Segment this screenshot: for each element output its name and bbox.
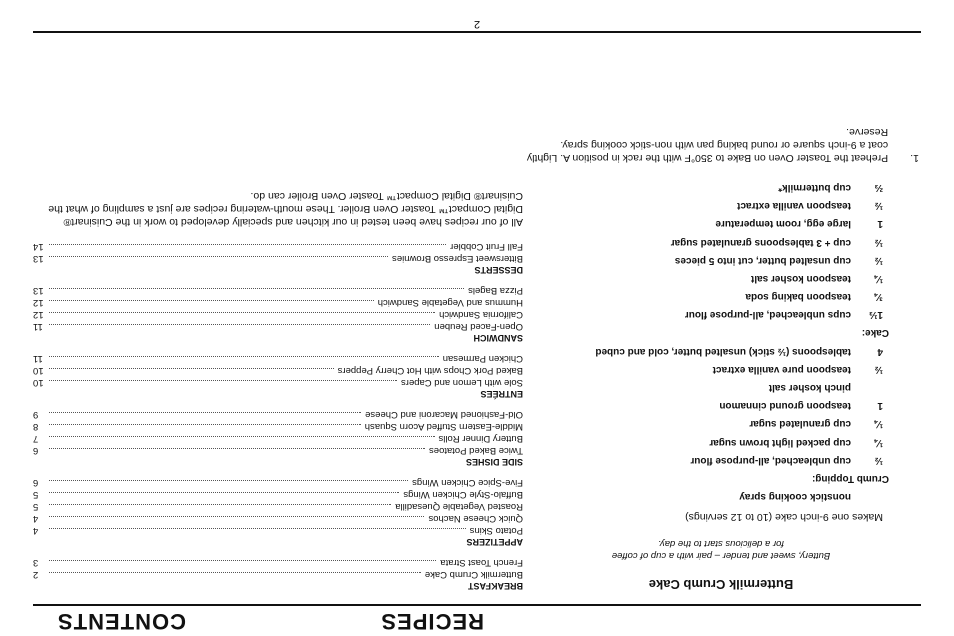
toc-entry xyxy=(33,432,523,444)
ingredient-text: teaspoon pure vanilla extract xyxy=(712,363,851,375)
ingredient-row xyxy=(521,414,883,432)
ingredient-qty: ½ xyxy=(874,236,883,248)
toc-dot-leader xyxy=(49,380,397,381)
toc-entry-page: 14 xyxy=(33,241,44,252)
toc-entry-title: French Toast Strata xyxy=(440,557,523,568)
toc-dot-leader xyxy=(49,324,430,325)
toc-dot-leader xyxy=(49,572,421,573)
toc-entry-page: 8 xyxy=(33,421,39,432)
cake-label: Cake: xyxy=(861,327,889,339)
ingredient-text: cups unbleached, all-purpose flour xyxy=(684,309,851,321)
toc-entry xyxy=(33,320,523,332)
toc-entry-page: 5 xyxy=(33,489,39,500)
toc-entry xyxy=(33,308,523,320)
ingredient-row xyxy=(521,378,883,396)
toc-entry xyxy=(33,568,523,580)
ingredient-text: cup granulated sugar xyxy=(749,418,851,430)
toc-entry-title: Baked Pork Chops with Hot Cherry Peppers xyxy=(337,365,523,376)
toc-entry-title: Quick Cheese Nachos xyxy=(428,513,523,524)
ingredient-row xyxy=(521,214,883,232)
ingredient-qty: ¼ xyxy=(874,272,883,284)
ingredient-text: cup unsalted butter, cut into 5 pieces xyxy=(674,254,851,266)
method-step xyxy=(521,125,921,164)
toc-entry-title: Five-Spice Chicken Wings xyxy=(412,477,523,488)
toc-dot-leader xyxy=(49,560,436,561)
toc-entry-title: Open-Faced Reuben xyxy=(434,321,523,332)
crumb-topping-label: Crumb Topping: xyxy=(811,472,889,484)
ingredient-qty: 1 xyxy=(877,218,883,230)
toc-dot-leader xyxy=(49,412,361,413)
ingredient-row xyxy=(521,451,883,469)
ingredient-row xyxy=(521,178,883,196)
toc-entry-page: 12 xyxy=(33,297,44,308)
toc-entry-page: 2 xyxy=(33,569,39,580)
toc-dot-leader xyxy=(49,448,425,449)
toc-category-heading: SIDE DISHES xyxy=(465,457,523,467)
crumb-topping-list xyxy=(521,341,883,468)
toc-entry-title: Twice Baked Potatoes xyxy=(429,445,523,456)
toc-dot-leader xyxy=(49,256,388,257)
toc-dot-leader xyxy=(49,244,446,245)
toc-dot-leader xyxy=(49,356,439,357)
toc-entry-title: Buttermilk Crumb Cake xyxy=(424,569,523,580)
toc-entry-title: Roasted Vegetable Quesadilla xyxy=(395,501,523,512)
toc-entry-title: Old-Fashioned Macaroni and Cheese xyxy=(365,409,523,420)
toc-entry-page: 11 xyxy=(33,321,43,332)
top-rule xyxy=(33,604,921,606)
toc-entry xyxy=(33,364,523,376)
toc-entry xyxy=(33,420,523,432)
toc-entry xyxy=(33,512,523,524)
recipe-yield: Makes one 9-inch cake (10 to 12 servings) xyxy=(685,511,883,523)
toc-entry-page: 4 xyxy=(33,525,39,536)
toc-entry-page: 11 xyxy=(33,353,43,364)
toc-entry xyxy=(33,500,523,512)
toc-category-heading: SANDWICH xyxy=(473,333,523,343)
toc-entry-page: 13 xyxy=(33,253,44,264)
recipe-tagline xyxy=(521,537,921,561)
ingredient-text: teaspoon ground cinnamon xyxy=(719,400,851,412)
toc-entry-page: 12 xyxy=(33,309,44,320)
toc-dot-leader xyxy=(49,516,424,517)
ingredient-qty: ¼ xyxy=(874,436,883,448)
toc-dot-leader xyxy=(49,288,464,289)
step-number: 1. xyxy=(910,151,919,164)
ingredient-row xyxy=(521,305,883,323)
toc-entry-page: 5 xyxy=(33,501,39,512)
toc-entry-title: Chicken Parmesan xyxy=(442,353,523,364)
toc-category-heading: BREAKFAST xyxy=(467,581,523,591)
toc-entry xyxy=(33,408,523,420)
ingredient-row xyxy=(521,341,883,359)
contents-heading: CONTENTS xyxy=(57,609,186,634)
ingredient-text: large egg, room temperature xyxy=(715,218,851,230)
recipe-title: Buttermilk Crumb Cake xyxy=(648,577,794,592)
ingredient-row xyxy=(521,287,883,305)
toc-entry xyxy=(33,296,523,308)
toc-entry xyxy=(33,556,523,568)
toc-entry-page: 13 xyxy=(33,285,44,296)
ingredient-qty: 1 xyxy=(877,400,883,412)
toc-entry xyxy=(33,476,523,488)
contents-intro: All of our recipes have been tested in our kitchen and specially developed to work in the Cuisinart® Digital Compact™ Toaster Oven Broiler. These mouth-watering recipes are just a sampling of what the Cuisinart® Digital Compact™ Toaster Oven Broiler can do. xyxy=(48,190,523,228)
ingredient-row xyxy=(521,251,883,269)
recipe-column xyxy=(521,125,921,592)
toc-category-heading: DESSERTS xyxy=(474,265,523,275)
toc-entry-title: Middle-Eastern Stuffed Acorn Squash xyxy=(364,421,523,432)
ingredient-row xyxy=(521,396,883,414)
toc-dot-leader xyxy=(49,312,435,313)
contents-column xyxy=(33,189,523,592)
toc-entry xyxy=(33,252,523,264)
tagline-line-1: Buttery, sweet and tender – pair with a cup of coffee xyxy=(611,550,831,561)
toc-entry-page: 6 xyxy=(33,477,39,488)
toc-entry-title: Pizza Bagels xyxy=(468,285,523,296)
toc-entry-page: 10 xyxy=(33,365,44,376)
ingredient-row xyxy=(521,196,883,214)
tagline-line-2: for a delicious start to the day. xyxy=(657,538,785,549)
ingredient-text: pinch kosher salt xyxy=(768,381,851,393)
step-text: Preheat the Toaster Oven on Bake to 350°F with the rack in position A. Lightly coat a 9-inch square or round baking pan with non-stick cooking spray. Reserve. xyxy=(526,125,889,164)
toc-entry-page: 9 xyxy=(33,409,39,420)
toc-entry-page: 10 xyxy=(33,377,44,388)
toc-entry xyxy=(33,240,523,252)
ingredient-qty: ½ xyxy=(874,454,883,466)
toc-entry-title: California Sandwich xyxy=(439,309,523,320)
toc-entry-title: Sole with Lemon and Capers xyxy=(401,377,523,388)
ingredient-qty: ¾ xyxy=(874,291,883,303)
ingredient-text: cup buttermilk* xyxy=(778,181,851,193)
ingredient-qty: ⅔ xyxy=(874,181,883,193)
toc-entry-title: Bittersweet Espresso Brownies xyxy=(392,253,523,264)
ingredient-row xyxy=(521,432,883,450)
recipes-heading: RECIPES xyxy=(380,609,484,634)
ingredient-list xyxy=(521,178,889,505)
ingredient-qty: 4 xyxy=(877,345,883,357)
ingredient-text: nonstick cooking spray xyxy=(739,491,851,502)
toc-entry-title: Fall Fruit Cobbler xyxy=(450,241,523,252)
ingredient-qty: ½ xyxy=(874,363,883,375)
toc-entry-title: Buffalo-Style Chicken Wings xyxy=(403,489,523,500)
toc-entry-title: Potato Skins xyxy=(469,525,523,536)
toc-dot-leader xyxy=(49,424,361,425)
toc-dot-leader xyxy=(49,492,399,493)
ingredient-row xyxy=(521,232,883,250)
ingredient-qty xyxy=(851,487,883,505)
toc-entry xyxy=(33,284,523,296)
ingredient-row xyxy=(521,269,883,287)
ingredient-text: cup unbleached, all-purpose flour xyxy=(690,454,851,466)
toc-entry xyxy=(33,444,523,456)
ingredient-row xyxy=(521,360,883,378)
toc-entry-page: 3 xyxy=(33,557,39,568)
toc-entry-title: Buttery Dinner Rolls xyxy=(438,433,523,444)
toc-entry-page: 4 xyxy=(33,513,39,524)
cake-ingredient-list xyxy=(521,178,883,324)
toc-entry xyxy=(33,488,523,500)
toc-dot-leader xyxy=(49,300,374,301)
ingredient-qty: ½ xyxy=(874,254,883,266)
toc-entry xyxy=(33,524,523,536)
bottom-rule xyxy=(33,31,921,33)
ingredient-text: teaspoon kosher salt xyxy=(750,272,851,284)
toc-entry xyxy=(33,352,523,364)
toc-entry-title: Hummus and Vegetable Sandwich xyxy=(377,297,523,308)
ingredient-qty: 1⅓ xyxy=(869,309,883,321)
toc-dot-leader xyxy=(49,436,435,437)
toc-entry xyxy=(33,376,523,388)
ingredient-qty: ½ xyxy=(874,200,883,212)
toc-dot-leader xyxy=(49,368,334,369)
toc-dot-leader xyxy=(49,504,391,505)
page-number: 2 xyxy=(473,18,481,30)
toc-dot-leader xyxy=(49,480,408,481)
toc-entry-page: 7 xyxy=(33,433,39,444)
ingredient-qty: ¼ xyxy=(874,418,883,430)
ingredient-text: tablespoons (½ stick) unsalted butter, cold and cubed xyxy=(595,345,851,357)
ingredient-row xyxy=(521,487,883,505)
toc-entry-page: 6 xyxy=(33,445,39,456)
toc-category-heading: APPETIZERS xyxy=(466,537,523,547)
ingredient-text: cup packed light brown sugar xyxy=(709,436,851,448)
ingredient-qty xyxy=(851,378,883,396)
toc-dot-leader xyxy=(49,528,466,529)
toc-category-heading: ENTRÉES xyxy=(480,389,523,399)
ingredient-text: teaspoon vanilla extract xyxy=(737,200,851,212)
ingredient-text: teaspoon baking soda xyxy=(745,291,851,303)
ingredient-text: cup + 3 tablespoons granulated sugar xyxy=(670,236,851,248)
table-of-contents xyxy=(33,240,523,592)
